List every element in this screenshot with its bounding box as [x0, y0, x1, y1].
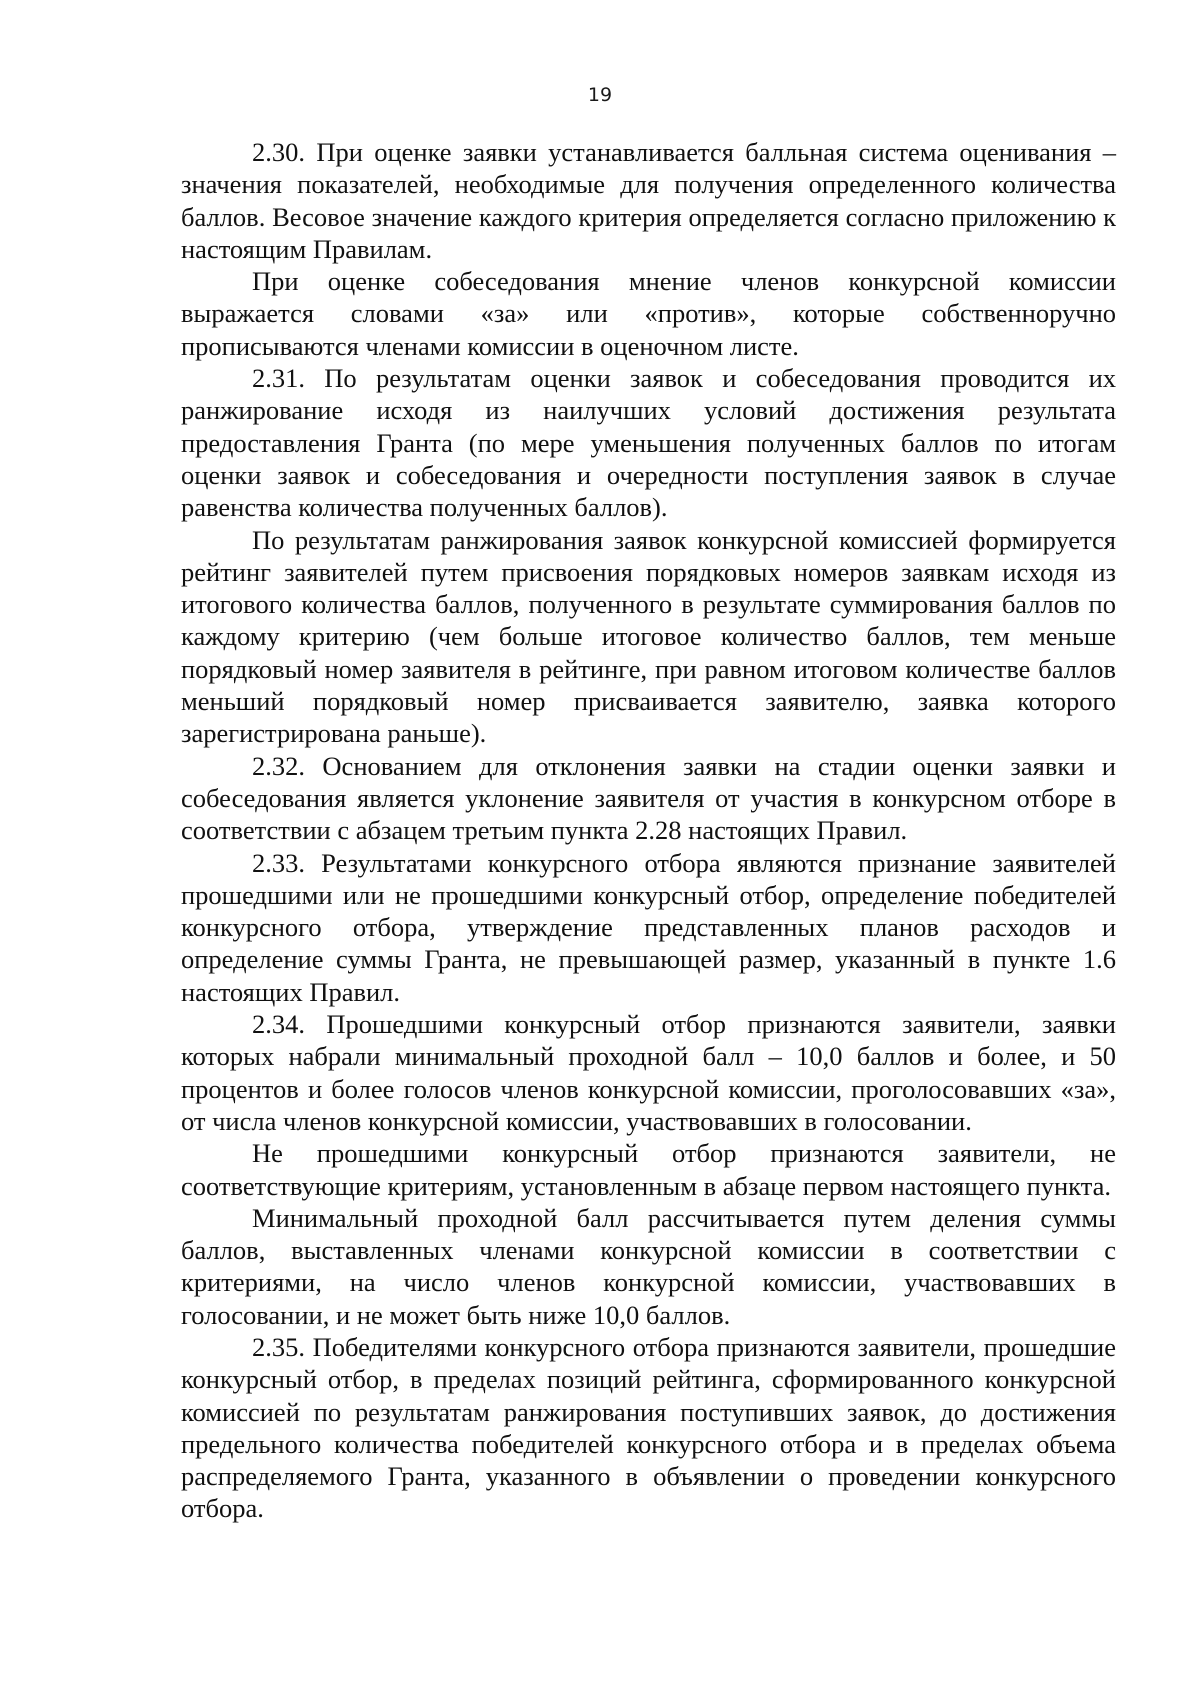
paragraph-not-passed: Не прошедшими конкурсный отбор признаются заявители, не соответствующие критериям, установленным в абзаце первом настоящего пункта.: [181, 1138, 1116, 1201]
page-number: 19: [587, 84, 613, 106]
paragraph-2-35: 2.35. Победителями конкурсного отбора признаются заявители, прошедшие конкурсный отбор, в пределах позиций рейтинга, сформированного конкурсной комиссией по результатам ранжирования поступивших заявок, до достижения предельного количества победителей конкурсного отбора и в пределах объема распределяемого Гранта, указанного в объявлении о проведении конкурсного отбора.: [181, 1331, 1116, 1524]
paragraph-2-34: 2.34. Прошедшими конкурсный отбор признаются заявители, заявки которых набрали минимальный проходной балл – 10,0 баллов и более, и 50 процентов и более голосов членов конкурсной комиссии, проголосовавших «за», от числа членов конкурсной комиссии, участвовавших в голосовании.: [181, 1009, 1116, 1136]
paragraph-2-30: 2.30. При оценке заявки устанавливается балльная система оценивания – значения показателей, необходимые для получения определенного количества баллов. Весовое значение каждого критерия определяется согласно приложению к настоящим Правилам.: [181, 137, 1116, 264]
paragraph-minimum-score: Минимальный проходной балл рассчитывается путем деления суммы баллов, выставленных членами конкурсной комиссии в соответствии с критериями, на число членов конкурсной комиссии, участвовавших в голосовании, и не может быть ниже 10,0 баллов.: [181, 1202, 1116, 1330]
paragraph-2-32: 2.32. Основанием для отклонения заявки на стадии оценки заявки и собеседования является уклонение заявителя от участия в конкурсном отборе в соответствии с абзацем третьим пункта 2.28 настоящих Правил.: [181, 750, 1116, 846]
document-body: [181, 136, 1116, 1525]
paragraph-2-33: 2.33. Результатами конкурсного отбора являются признание заявителей прошедшими или не прошедшими конкурсный отбор, определение победителей конкурсного отбора, утверждение представленных планов расходов и определение суммы Гранта, не превышающей размер, указанный в пункте 1.6 настоящих Правил.: [181, 847, 1116, 1007]
paragraph-2-31: 2.31. По результатам оценки заявок и собеседования проводится их ранжирование исходя из наилучших условий достижения результата предоставления Гранта (по мере уменьшения полученных баллов по итогам оценки заявок и собеседования и очередности поступления заявок в случае равенства количества полученных баллов).: [181, 363, 1116, 523]
paragraph-rating-formation: По результатам ранжирования заявок конкурсной комиссией формируется рейтинг заявителей путем присвоения порядковых номеров заявкам исходя из итогового количества баллов, полученного в результате суммирования баллов по каждому критерию (чем больше итоговое количество баллов, тем меньше порядковый номер заявителя в рейтинге, при равном итоговом количестве баллов меньший порядковый номер присваивается заявителю, заявка которого зарегистрирована раньше).: [181, 524, 1116, 749]
paragraph-interview-opinion: При оценке собеседования мнение членов конкурсной комиссии выражается словами «за» или «против», которые собственноручно прописываются членами комиссии в оценочном листе.: [181, 266, 1116, 361]
